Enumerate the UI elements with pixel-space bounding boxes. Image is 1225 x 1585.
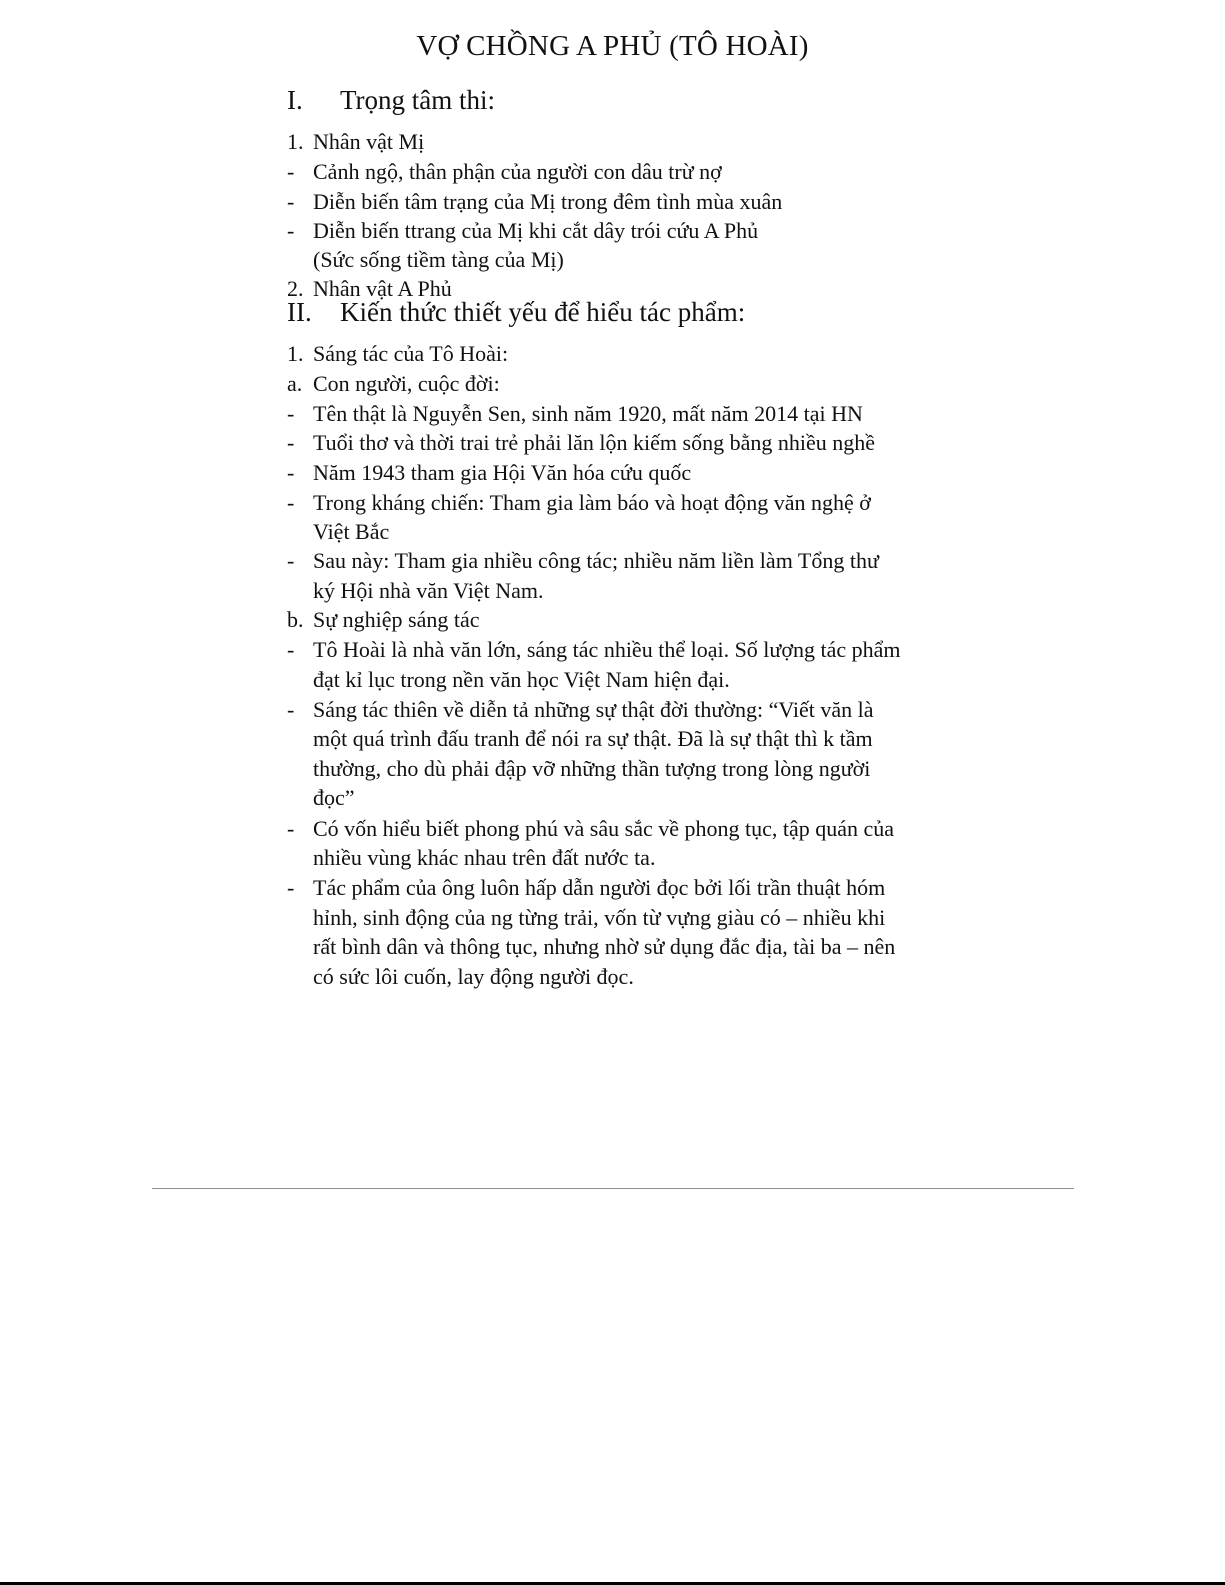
list-item-text: Trong kháng chiến: Tham gia làm báo và hoạt động văn nghệ ở — [313, 490, 871, 515]
list-item-text: Năm 1943 tham gia Hội Văn hóa cứu quốc — [313, 460, 692, 485]
list-item-text: Diễn biến ttrang của Mị khi cắt dây trói cứu A Phủ — [313, 218, 759, 243]
list-item-text: Có vốn hiểu biết phong phú và sâu sắc về phong tục, tập quán của — [313, 816, 895, 841]
list-item — [287, 339, 508, 369]
list-item — [287, 187, 782, 217]
list-item-text: Sự nghiệp sáng tác — [313, 607, 480, 632]
list-item-text: hỉnh, sinh động của ng từng trải, vốn từ vựng giàu có – nhiều khi — [313, 905, 886, 930]
list-marker: b. — [287, 607, 304, 632]
list-item — [287, 399, 863, 429]
list-item — [287, 814, 894, 844]
list-marker: - — [287, 189, 295, 214]
list-item-text: Sáng tác của Tô Hoài: — [313, 341, 509, 366]
section-1-heading — [287, 84, 495, 116]
list-marker: - — [287, 637, 295, 662]
list-item-continuation — [287, 754, 870, 784]
list-item-text: Tên thật là Nguyễn Sen, sinh năm 1920, mất năm 2014 tại HN — [313, 401, 863, 426]
list-item-text: Sáng tác thiên về diễn tả những sự thật đời thường: “Viết văn là — [313, 697, 874, 722]
section-2-title: Kiến thức thiết yếu để hiểu tác phẩm: — [340, 297, 746, 327]
list-item-text: Sau này: Tham gia nhiều công tác; nhiều năm liền làm Tổng thư — [313, 548, 879, 573]
list-item — [287, 157, 722, 187]
list-marker: - — [287, 490, 295, 515]
list-item-text: Tuổi thơ và thời trai trẻ phải lăn lộn kiếm sống bằng nhiều nghề — [313, 430, 875, 455]
list-item — [287, 216, 758, 246]
list-item-text: đọc” — [313, 785, 355, 810]
list-item — [287, 458, 691, 488]
list-marker: - — [287, 218, 295, 243]
list-item — [287, 873, 885, 903]
list-item-continuation — [287, 724, 873, 754]
list-item-text: nhiều vùng khác nhau trên đất nước ta. — [313, 845, 656, 870]
section-1-number: I. — [287, 85, 303, 115]
list-marker: - — [287, 460, 295, 485]
list-item-continuation — [287, 783, 355, 813]
list-item-continuation — [287, 665, 730, 695]
document-title: VỢ CHỒNG A PHỦ (TÔ HOÀI) — [416, 30, 809, 62]
list-item-text: thường, cho dù phải đập vỡ những thần tượng trong lòng người — [313, 756, 871, 781]
list-marker: - — [287, 816, 295, 841]
list-item-text: Việt Bắc — [313, 519, 390, 544]
section-2-number: II. — [287, 297, 312, 327]
list-item — [287, 635, 901, 665]
list-item-text: Nhân vật Mị — [313, 129, 425, 154]
section-1-title: Trọng tâm thi: — [340, 85, 496, 115]
list-item-continuation — [287, 903, 885, 933]
list-item-continuation — [287, 962, 634, 992]
list-item-continuation — [287, 517, 389, 547]
list-item — [287, 488, 871, 518]
list-item-text: Tác phẩm của ông luôn hấp dẫn người đọc bởi lối trần thuật hóm — [313, 875, 886, 900]
list-item-text: (Sức sống tiềm tàng của Mị) — [313, 247, 564, 272]
list-item — [287, 605, 480, 635]
list-item-text: Nhân vật A Phủ — [313, 276, 452, 301]
list-item-text: rất bình dân và thông tục, nhưng nhờ sử dụng đắc địa, tài ba – nên — [313, 934, 896, 959]
list-marker: - — [287, 159, 295, 184]
list-marker: - — [287, 430, 295, 455]
list-item-text: đạt kỉ lục trong nền văn học Việt Nam hiện đại. — [313, 667, 730, 692]
section-2-heading — [287, 296, 745, 328]
page-divider — [152, 1188, 1074, 1189]
list-item-text: ký Hội nhà văn Việt Nam. — [313, 578, 544, 603]
list-item-text: Tô Hoài là nhà văn lớn, sáng tác nhiều thể loại. Số lượng tác phẩm — [313, 637, 901, 662]
list-marker: - — [287, 875, 295, 900]
list-item-continuation — [287, 245, 564, 275]
list-marker: - — [287, 697, 295, 722]
list-item-continuation — [287, 843, 655, 873]
list-item-text: Cảnh ngộ, thân phận của người con dâu trừ nợ — [313, 159, 722, 184]
list-marker: - — [287, 401, 295, 426]
list-marker: 1. — [287, 129, 304, 154]
list-item-text: Con người, cuộc đời: — [313, 371, 500, 396]
list-marker: 1. — [287, 341, 304, 366]
list-marker: 2. — [287, 276, 304, 301]
list-item-continuation — [287, 932, 895, 962]
list-marker: a. — [287, 371, 303, 396]
list-item-text: Diễn biến tâm trạng của Mị trong đêm tình mùa xuân — [313, 189, 783, 214]
list-item-text: có sức lôi cuốn, lay động người đọc. — [313, 964, 634, 989]
list-item — [287, 127, 424, 157]
list-marker: - — [287, 548, 295, 573]
list-item — [287, 695, 874, 725]
list-item — [287, 428, 875, 458]
list-item — [287, 546, 879, 576]
list-item-continuation — [287, 576, 543, 606]
list-item — [287, 369, 500, 399]
list-item-text: một quá trình đấu tranh để nói ra sự thật. Đã là sự thật thì k tầm — [313, 726, 873, 751]
